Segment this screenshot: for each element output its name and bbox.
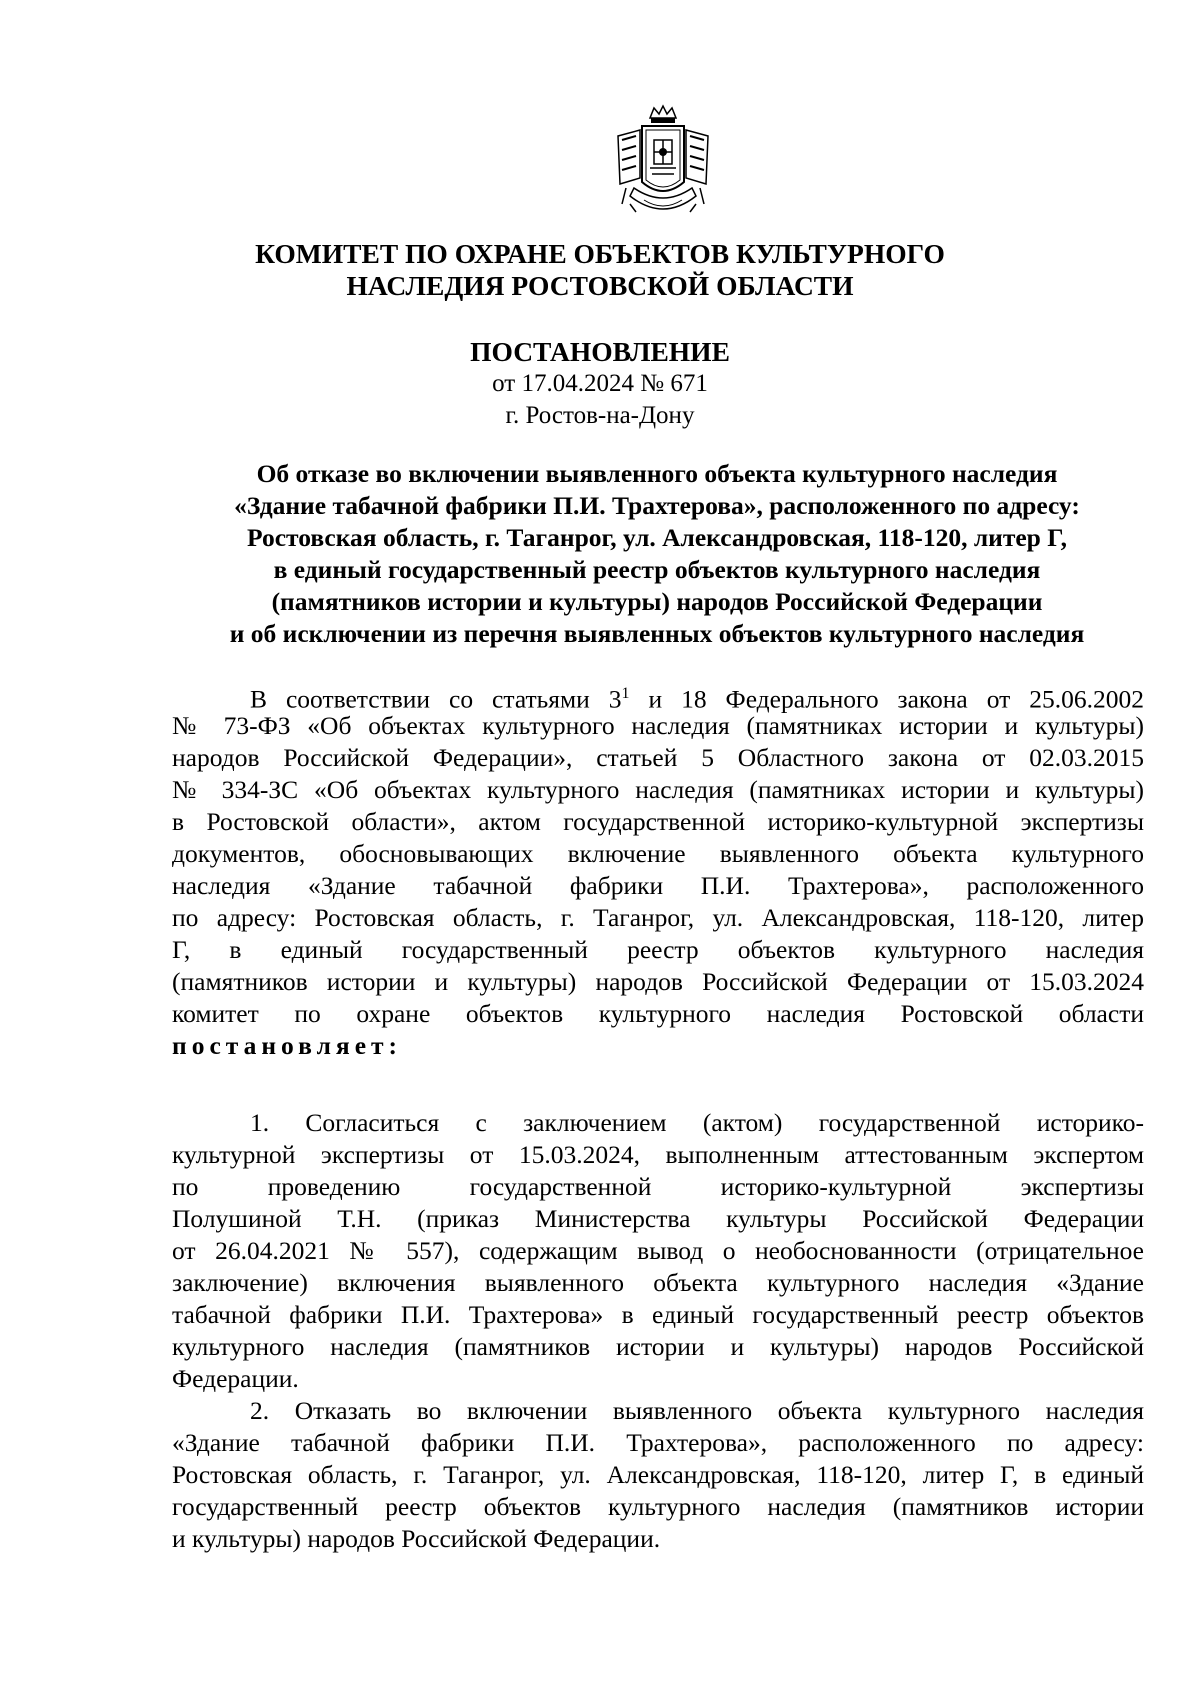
city: г. Ростов-на-Дону (505, 402, 695, 429)
preamble-line: комитет по охране объектов культурного наследия Ростовской области (172, 999, 1144, 1028)
preamble-line: наследия «Здание табачной фабрики П.И. Трахтерова», расположенного (172, 871, 1144, 900)
preamble-line: документов, обосновывающих включение выявленного объекта культурного (172, 839, 1144, 868)
coat-of-arms-emblem (610, 104, 716, 226)
item-line: заключение) включения выявленного объекта культурного наследия «Здание (172, 1268, 1144, 1297)
item-2 (172, 1395, 1144, 1555)
subject-line: «Здание табачной фабрики П.И. Трахтерова», расположенного по адресу: (234, 491, 1080, 520)
org-line-1: КОМИТЕТ ПО ОХРАНЕ ОБЪЕКТОВ КУЛЬТУРНОГО (255, 238, 945, 269)
document-meta (0, 368, 1200, 432)
item-line: государственный реестр объектов культурного наследия (памятников истории (172, 1492, 1144, 1521)
item-line: 1. Согласиться с заключением (актом) государственной историко- (250, 1108, 1144, 1137)
item-line: Федерации. (172, 1364, 299, 1393)
item-line: «Здание табачной фабрики П.И. Трахтерова», расположенного по адресу: (172, 1428, 1144, 1457)
preamble-line: № 334-ЗС «Об объектах культурного наследия (памятниках истории и культуры) (172, 775, 1144, 804)
date-number: от 17.04.2024 № 671 (492, 370, 708, 397)
item-1 (172, 1107, 1144, 1395)
preamble-line: Г, в единый государственный реестр объектов культурного наследия (172, 935, 1144, 964)
item-line: культурного наследия (памятников истории и культуры) народов Российской (172, 1332, 1144, 1361)
preamble-line: народов Российской Федерации», статьей 5 Областного закона от 02.03.2015 (172, 743, 1144, 772)
item-line: табачной фабрики П.И. Трахтерова» в единый государственный реестр объектов (172, 1300, 1144, 1329)
document-subject (168, 458, 1146, 650)
item-line: Полушиной Т.Н. (приказ Министерства культуры Российской Федерации (172, 1204, 1144, 1233)
subject-line: в единый государственный реестр объектов культурного наследия (273, 555, 1041, 584)
item-line: и культуры) народов Российской Федерации. (172, 1524, 661, 1553)
preamble-line: № 73-ФЗ «Об объектах культурного наследия (памятниках истории и культуры) (172, 711, 1144, 740)
item-line: культурной экспертизы от 15.03.2024, выполненным аттестованным экспертом (172, 1140, 1144, 1169)
subject-line: (памятников истории и культуры) народов Российской Федерации (271, 587, 1043, 616)
item-line: Ростовская область, г. Таганрог, ул. Александровская, 118-120, литер Г, в единый (172, 1460, 1144, 1489)
subject-line: Ростовская область, г. Таганрог, ул. Александровская, 118-120, литер Г, (247, 523, 1067, 552)
preamble-line: по адресу: Ростовская область, г. Таганрог, ул. Александровская, 118-120, литер (172, 903, 1144, 932)
preamble-line: в Ростовской области», актом государственной историко-культурной экспертизы (172, 807, 1144, 836)
org-line-2: НАСЛЕДИЯ РОСТОВСКОЙ ОБЛАСТИ (346, 270, 854, 301)
item-line: от 26.04.2021 № 557), содержащим вывод о необоснованности (отрицательное (172, 1236, 1144, 1265)
document-type: ПОСТАНОВЛЕНИЕ (470, 336, 730, 367)
preamble-line: (памятников истории и культуры) народов Российской Федерации от 15.03.2024 (172, 967, 1144, 996)
preamble-line: В соответствии со статьями $3^1$ и 18 Федерального закона от 25.06.2002 (250, 684, 1144, 714)
subject-line: и об исключении из перечня выявленных объектов культурного наследия (229, 619, 1085, 648)
preamble-paragraph (172, 678, 1144, 1062)
superscript: 1 (621, 685, 630, 702)
item-line: 2. Отказать во включении выявленного объекта культурного наследия (250, 1396, 1144, 1425)
subject-line: Об отказе во включении выявленного объекта культурного наследия (256, 459, 1058, 488)
resolves-word: постановляет: (172, 1031, 403, 1060)
organization-name (0, 238, 1200, 302)
item-line: по проведению государственной историко-культурной экспертизы (172, 1172, 1144, 1201)
